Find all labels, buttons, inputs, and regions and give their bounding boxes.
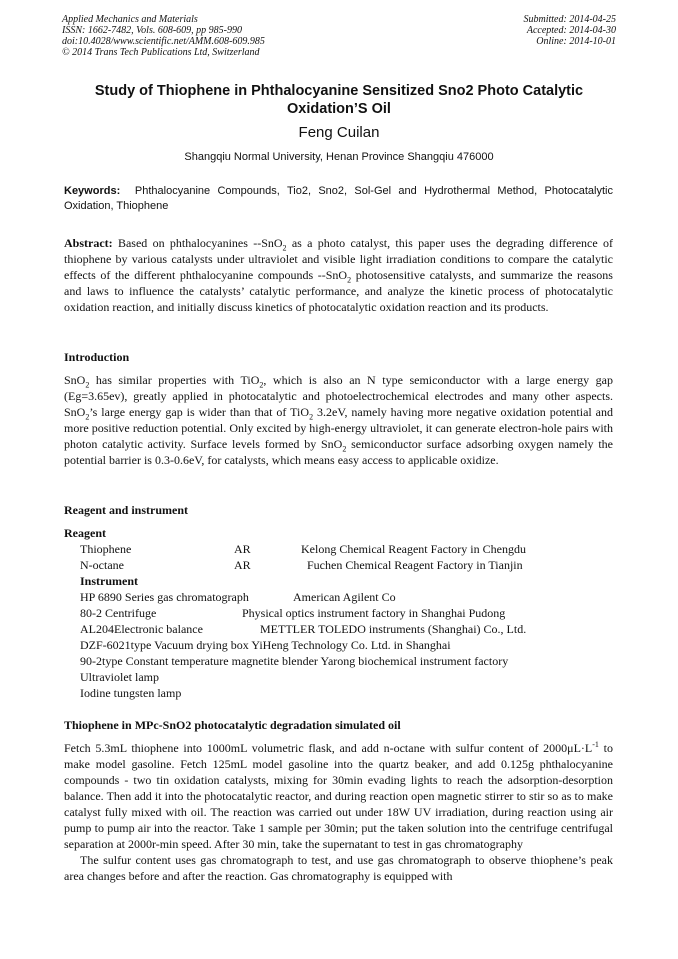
abstract-text: photosensitive catalysts, and summarize the reasons and laws to influence the catalysts’ catalytic performance, and analyze the kinetic process of photocatalytic oxidation reaction, and initially discuss kinetics of photocatalytic oxidation reaction and its products. (64, 268, 613, 314)
reagent-instrument-list (64, 525, 624, 701)
title-line-2: Oxidation’S Oil (287, 101, 391, 117)
reagent-name: N-octane (80, 558, 124, 572)
reagent-grade: AR (234, 542, 251, 556)
procedure-text: Fetch 5.3mL thiophene into 1000mL volumetric flask, and add n-octane with sulfur content of 2000μL·L (64, 741, 593, 755)
instrument-row (64, 621, 624, 637)
subscript: 2 (282, 243, 287, 253)
instrument-row (64, 685, 624, 701)
instrument-name: 80-2 Centrifuge (80, 606, 157, 620)
reagent-grade: AR (234, 558, 251, 572)
instrument-name: HP 6890 Series gas chromatograph (80, 590, 249, 604)
reagent-row (64, 541, 624, 557)
doi-line: doi:10.4028/www.scientific.net/AMM.608-609.985 (62, 36, 265, 47)
instrument-line: Iodine tungsten lamp (80, 686, 182, 700)
submitted-date: Submitted: 2014-04-25 (523, 14, 616, 25)
author-affiliation: Shangqiu Normal University, Henan Province Shangqiu 476000 (184, 151, 494, 163)
procedure-paragraphs (64, 740, 613, 884)
title-line-1: Study of Thiophene in Phthalocyanine Sensitized Sno2 Photo Catalytic (94, 83, 584, 99)
instrument-row (64, 653, 624, 669)
subscript: 2 (259, 380, 264, 390)
intro-text: SnO (64, 373, 86, 387)
online-date: Online: 2014-10-01 (536, 36, 616, 47)
abstract-label: Abstract: (64, 236, 113, 250)
abstract (64, 235, 613, 315)
journal-header (62, 14, 265, 58)
instrument-maker: American Agilent Co (293, 590, 396, 604)
instrument-name: AL204Electronic balance (80, 622, 203, 636)
author-name: Feng Cuilan (298, 124, 380, 141)
reagent-section-heading: Reagent and instrument (64, 503, 189, 517)
introduction-heading: Introduction (64, 350, 130, 364)
dates-header (524, 14, 617, 47)
abstract-text: Based on phthalocyanines --SnO (117, 236, 283, 250)
reagent-source: Kelong Chemical Reagent Factory in Chengdu (301, 542, 526, 556)
abstract-text: as a photo catalyst, this paper uses the degrading difference of thiophene by various catalysts under ultraviolet and visible light irradiation conditions to compare the catalytic effects of the different phthalocyanine compounds --SnO (64, 236, 613, 282)
instrument-line: DZF-6021type Vacuum drying box YiHeng Technology Co. Ltd. in Shanghai (80, 638, 451, 652)
subscript: 2 (85, 380, 90, 390)
subscript: 2 (309, 412, 314, 422)
subscript: 2 (85, 412, 90, 422)
instrument-row (64, 669, 624, 685)
journal-name: Applied Mechanics and Materials (62, 14, 198, 25)
copyright-line: © 2014 Trans Tech Publications Ltd, Switzerland (62, 47, 260, 58)
intro-text: ’s large energy gap is wider than that of TiO (89, 405, 310, 419)
keywords-text: Phthalocyanine Compounds, Tio2, Sno2, Sol-Gel and Hydrothermal Method, Photocatalytic Oxidation, Thiophene (64, 185, 613, 212)
reagent-name: Thiophene (80, 542, 132, 556)
intro-text: 3.2eV, namely having more negative oxidation potential and more positive reduction potential. Only excited by high-energy ultraviolet, it can generate electron-hole pairs with photon catalytic activity. Surface levels formed by SnO (64, 405, 613, 451)
issn-line: ISSN: 1662-7482, Vols. 608-609, pp 985-990 (62, 25, 242, 36)
instrument-maker: METTLER TOLEDO instruments (Shanghai) Co., Ltd. (260, 622, 527, 636)
accepted-date: Accepted: 2014-04-30 (526, 25, 616, 36)
procedure-paragraph-1 (64, 740, 613, 852)
keywords-label: Keywords: (64, 185, 121, 197)
instrument-row (64, 637, 624, 653)
instrument-label: Instrument (80, 574, 139, 588)
instrument-line: 90-2type Constant temperature magnetite blender Yarong biochemical instrument factory (80, 654, 509, 668)
procedure-paragraph-2: The sulfur content uses gas chromatograph to test, and use gas chromatograph to observe thiophene’s peak area changes before and after the reaction. Gas chromatography is equipped with (64, 853, 613, 883)
instrument-maker: Physical optics instrument factory in Shanghai Pudong (242, 606, 506, 620)
instrument-row (64, 589, 624, 605)
reagent-source: Fuchen Chemical Reagent Factory in Tianjin (307, 558, 523, 572)
instrument-line: Ultraviolet lamp (80, 670, 159, 684)
paper-title (40, 82, 638, 118)
subscript: 2 (347, 275, 352, 285)
instrument-label-row (64, 573, 624, 589)
intro-text: , which is also an N type semiconductor with a large energy gap (Eg=3.65ev), greatly applied in photocatalytic and photoelectrochemical electrodes and many other aspects. SnO (64, 373, 613, 419)
procedure-text: to make model gasoline. Fetch 125mL model gasoline into the quartz beaker, and add 0.125g phthalocyanine compounds - two tin oxidation catalysts, mixing for 30min evading lights to reach the adsorption-desorption balance. Then add it into the photocatalytic reactor, and during reaction open magnetic stirrer to stir so as to make catalyst fully mixed with oil. The reaction was carried out under 18W UV irradiation, during reaction using air pump to pump air into the reactor. Take 1 sample per 30min; put the taken solution into the centrifuge centrifugal separation at 2000r-min speed. After 30 min, take the supernatant to test in gas chromatography (64, 741, 613, 851)
intro-text: has similar properties with TiO (89, 373, 260, 387)
keywords (64, 184, 613, 214)
introduction-paragraph (64, 372, 613, 468)
superscript: -1 (592, 740, 599, 749)
reagent-label: Reagent (64, 526, 106, 540)
reagent-label-row (64, 525, 624, 541)
degradation-section-heading: Thiophene in MPc-SnO2 photocatalytic degradation simulated oil (64, 718, 401, 732)
instrument-row (64, 605, 624, 621)
intro-text: semiconductor surface adsorbing oxygen namely the potential barrier is 0.3-0.6eV, for catalysts, which means easy access to applicable oxidize. (64, 437, 614, 467)
subscript: 2 (342, 444, 347, 454)
reagent-row (64, 557, 624, 573)
